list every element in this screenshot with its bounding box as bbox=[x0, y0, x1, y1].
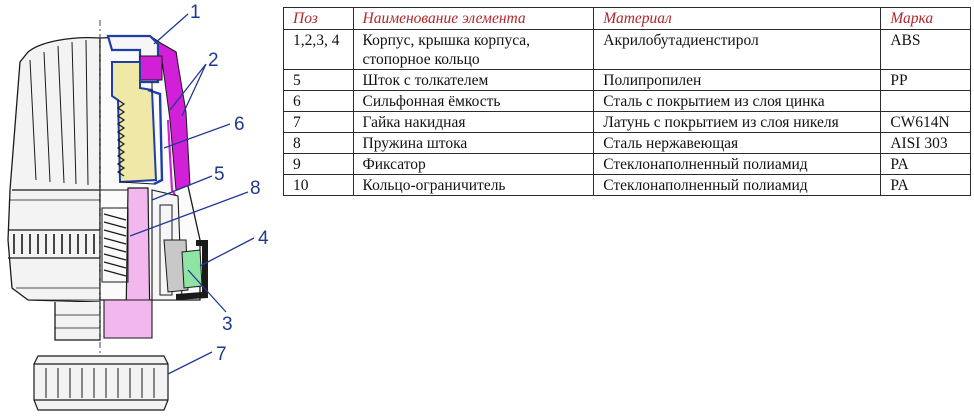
table-header-row bbox=[284, 8, 971, 30]
header-material: Материал bbox=[594, 8, 881, 30]
callout-labels bbox=[190, 2, 269, 365]
thermostatic-head-cross-section bbox=[0, 0, 280, 417]
table-row bbox=[284, 154, 971, 175]
table-row bbox=[284, 91, 971, 112]
cell-name: Фиксатор bbox=[353, 154, 594, 175]
cell-material: Стеклонаполненный полиамид bbox=[594, 154, 881, 175]
cell-name: Сильфонная ёмкость bbox=[353, 91, 594, 112]
cell-pos: 5 bbox=[284, 70, 354, 91]
cell-mark: PA bbox=[881, 154, 971, 175]
cell-name: Корпус, крышка корпуса, стопорное кольцо bbox=[353, 30, 594, 70]
cell-material: Полипропилен bbox=[594, 70, 881, 91]
cell-pos: 10 bbox=[284, 175, 354, 196]
header-mark: Марка bbox=[881, 8, 971, 30]
callout-4: 4 bbox=[258, 228, 269, 249]
table-row bbox=[284, 70, 971, 91]
cell-mark: ABS bbox=[881, 30, 971, 70]
cell-material: Сталь нержавеющая bbox=[594, 133, 881, 154]
cell-pos: 6 bbox=[284, 91, 354, 112]
callout-6: 6 bbox=[234, 114, 245, 135]
parts-materials-table bbox=[283, 7, 971, 196]
header-name: Наименование элемента bbox=[353, 8, 594, 30]
cell-pos: 1,2,3, 4 bbox=[284, 30, 354, 70]
table-row bbox=[284, 30, 971, 70]
callout-2: 2 bbox=[208, 50, 219, 71]
cell-pos: 8 bbox=[284, 133, 354, 154]
cell-name: Кольцо-ограничитель bbox=[353, 175, 594, 196]
callout-1: 1 bbox=[190, 2, 201, 23]
table-row bbox=[284, 175, 971, 196]
union-nut bbox=[34, 356, 168, 410]
table-row bbox=[284, 112, 971, 133]
cell-mark: AISI 303 bbox=[881, 133, 971, 154]
header-pos: Поз bbox=[284, 8, 354, 30]
callout-5: 5 bbox=[214, 164, 225, 185]
cell-material: Стеклонаполненный полиамид bbox=[594, 175, 881, 196]
cell-pos: 9 bbox=[284, 154, 354, 175]
cell-name: Пружина штока bbox=[353, 133, 594, 154]
cell-material: Акрилобутадиенстирол bbox=[594, 30, 881, 70]
cell-mark: PA bbox=[881, 175, 971, 196]
cell-material: Латунь с покрытием из слоя никеля bbox=[594, 112, 881, 133]
housing-exterior bbox=[8, 38, 100, 340]
callout-8: 8 bbox=[250, 178, 261, 199]
callout-7: 7 bbox=[216, 344, 227, 365]
cell-name: Шток с толкателем bbox=[353, 70, 594, 91]
cell-pos: 7 bbox=[284, 112, 354, 133]
cell-material: Сталь с покрытием из слоя цинка bbox=[594, 91, 881, 112]
callout-3: 3 bbox=[222, 314, 233, 335]
cell-mark: CW614N bbox=[881, 112, 971, 133]
cell-name: Гайка накидная bbox=[353, 112, 594, 133]
table-row bbox=[284, 133, 971, 154]
housing-section bbox=[100, 20, 208, 400]
cell-mark bbox=[881, 91, 971, 112]
cell-mark: PP bbox=[881, 70, 971, 91]
